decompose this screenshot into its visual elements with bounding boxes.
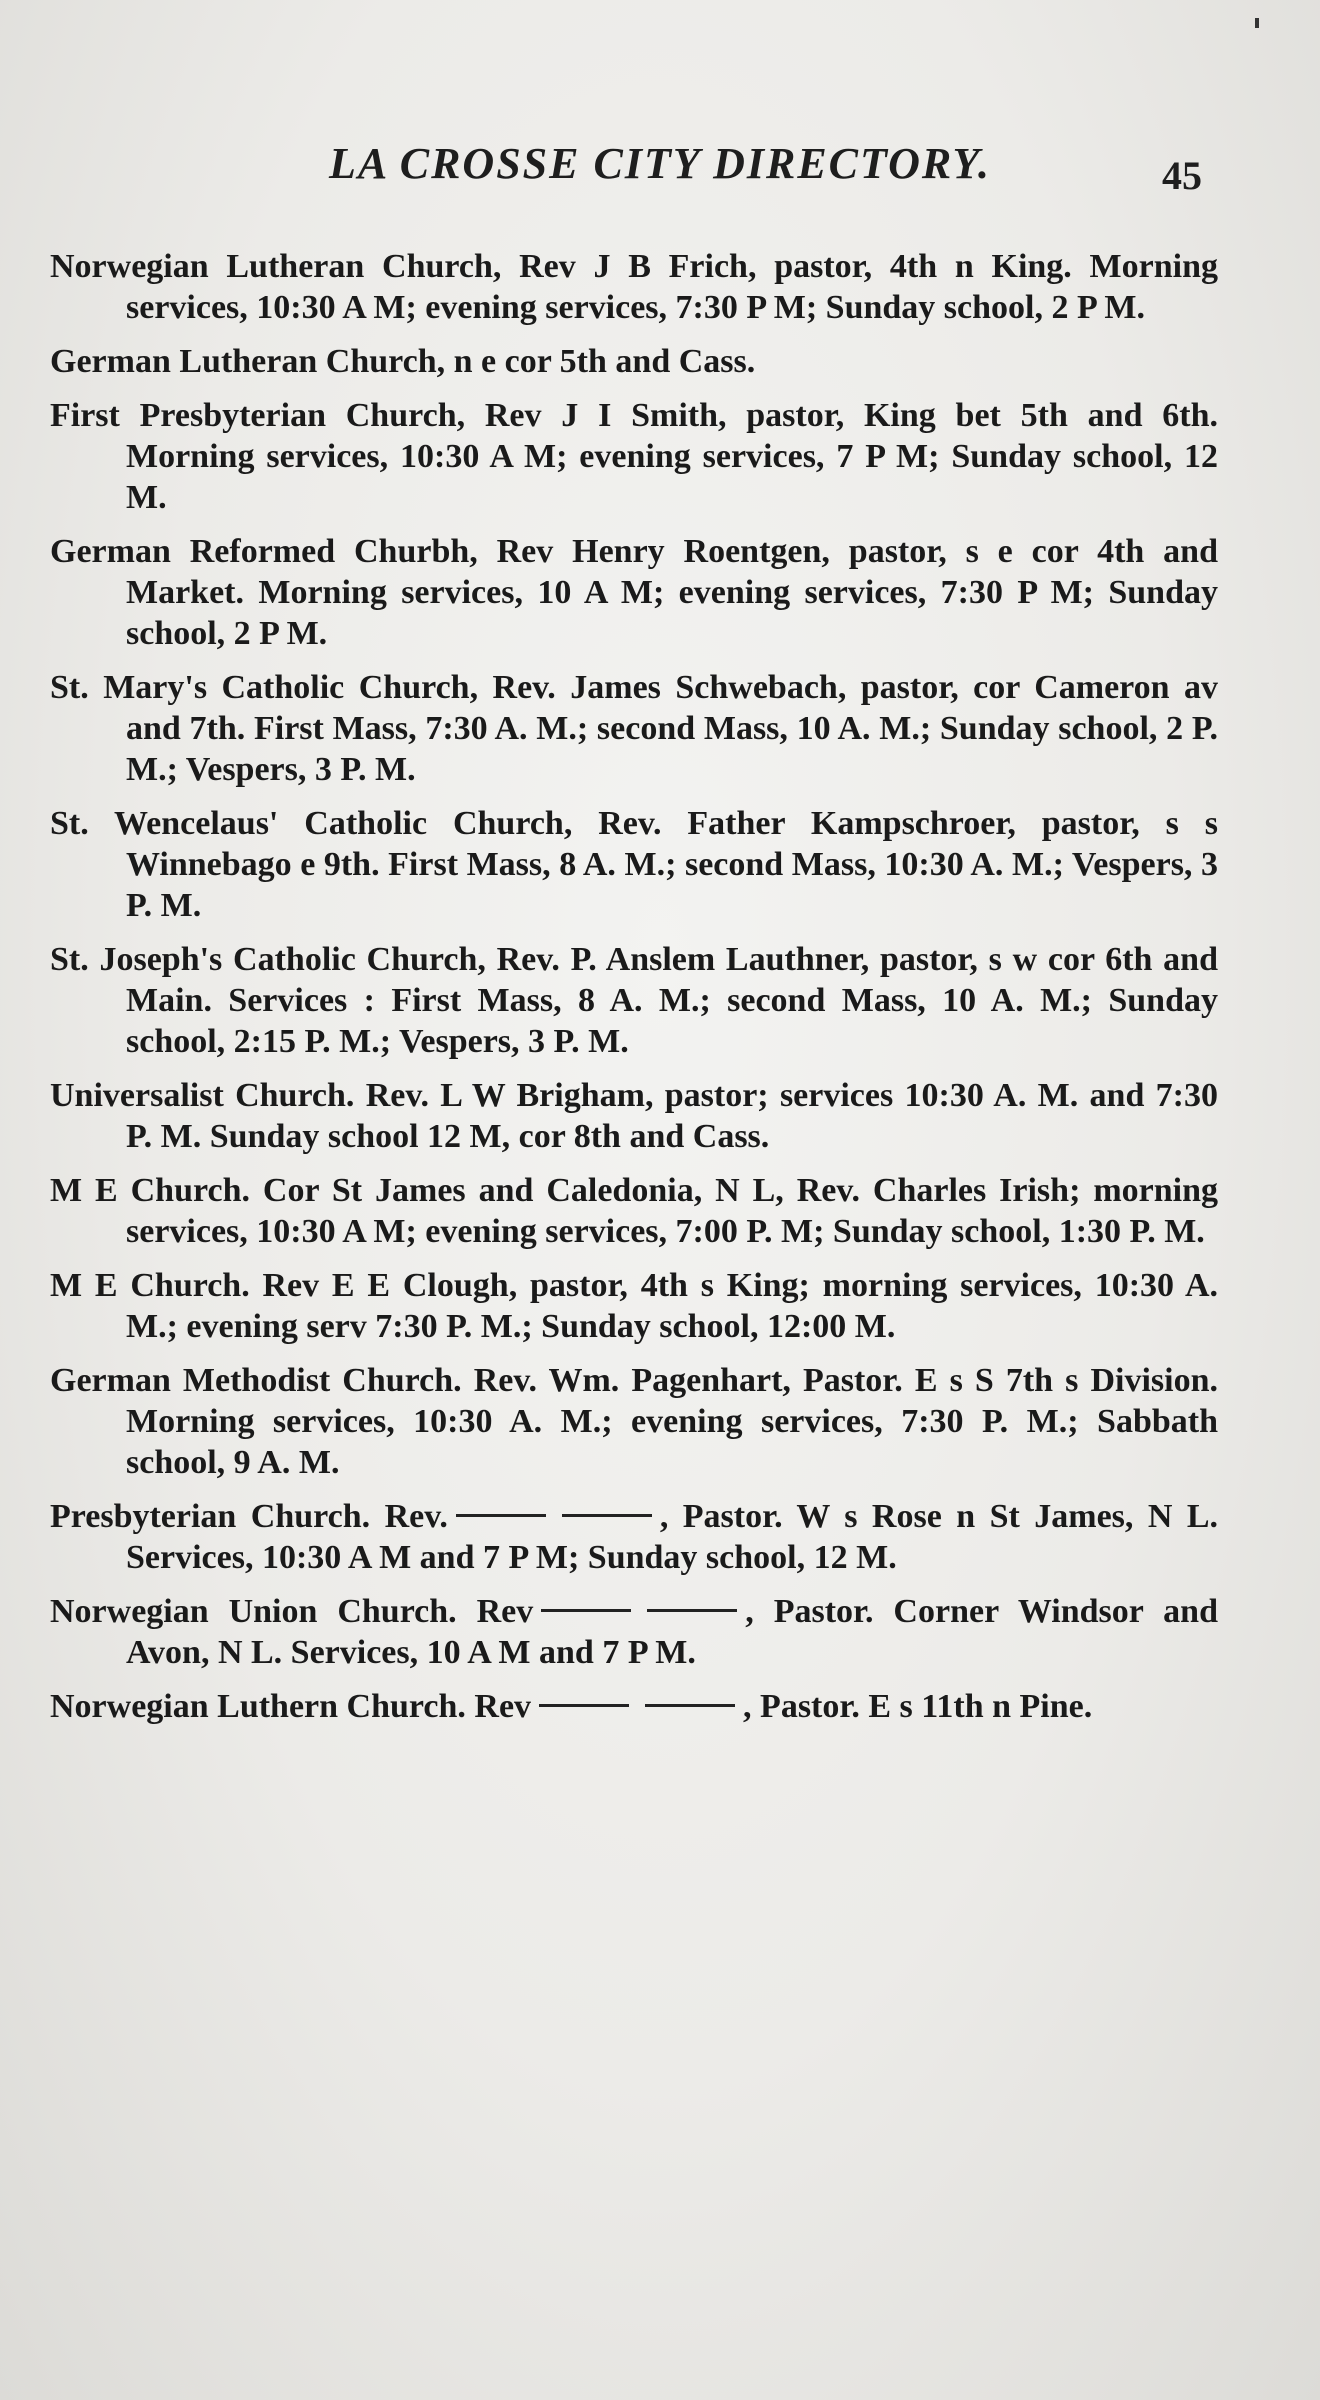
directory-entry xyxy=(50,1265,1218,1347)
directory-entry xyxy=(50,939,1218,1062)
church-listing xyxy=(50,246,1218,1740)
entry-text: German Methodist Church. Rev. Wm. Pagenhart, Pastor. E s S 7th s Division. Morning services, 10:30 A. M.; evening services, 7:30 P. M.; Sabbath school, 9 A. M. xyxy=(50,1362,1218,1481)
page-number: 45 xyxy=(1162,153,1202,198)
running-title: LA CROSSE CITY DIRECTORY. xyxy=(328,139,992,188)
entry-text: M E Church. Rev E E Clough, pastor, 4th s King; morning services, 10:30 A. M.; evening serv 7:30 P. M.; Sunday school, 12:00 M. xyxy=(50,1267,1218,1345)
scan-speck xyxy=(1255,18,1259,28)
entry-text: St. Wencelaus' Catholic Church, Rev. Father Kampschroer, pastor, s s Winnebago e 9th. First Mass, 8 A. M.; second Mass, 10:30 A. M.; Vespers, 3 P. M. xyxy=(50,805,1218,924)
directory-entry xyxy=(50,1360,1218,1483)
directory-entry xyxy=(50,803,1218,926)
directory-entry xyxy=(50,1170,1218,1252)
name-blank-line xyxy=(645,1704,735,1707)
directory-entry xyxy=(50,395,1218,518)
directory-entry xyxy=(50,1686,1218,1727)
directory-entry xyxy=(50,531,1218,654)
directory-entry xyxy=(50,1591,1218,1673)
name-blank-line xyxy=(541,1609,631,1612)
name-blank-line xyxy=(456,1514,546,1517)
name-blank-line xyxy=(562,1514,652,1517)
entry-text: German Reformed Churbh, Rev Henry Roentgen, pastor, s e cor 4th and Market. Morning services, 10 A M; evening services, 7:30 P M; Sunday school, 2 P M. xyxy=(50,533,1218,652)
entry-text-after-blank: , Pastor. E s 11th n Pine. xyxy=(743,1688,1093,1725)
name-blank-line xyxy=(647,1609,737,1612)
entry-text: St. Mary's Catholic Church, Rev. James Schwebach, pastor, cor Cameron av and 7th. First Mass, 7:30 A. M.; second Mass, 10 A. M.; Sunday school, 2 P. M.; Vespers, 3 P. M. xyxy=(50,669,1218,788)
entry-text: St. Joseph's Catholic Church, Rev. P. Anslem Lauthner, pastor, s w cor 6th and Main. Services : First Mass, 8 A. M.; second Mass, 10 A. M.; Sunday school, 2:15 P. M.; Vespers, 3 P. M. xyxy=(50,941,1218,1060)
entry-text: First Presbyterian Church, Rev J I Smith, pastor, King bet 5th and 6th. Morning services, 10:30 A M; evening services, 7 P M; Sunday school, 12 M. xyxy=(50,397,1218,516)
directory-entry xyxy=(50,667,1218,790)
entry-text: Norwegian Lutheran Church, Rev J B Frich, pastor, 4th n King. Morning services, 10:30 A M; evening services, 7:30 P M; Sunday school, 2 P M. xyxy=(50,248,1218,326)
entry-text-before-blank: Norwegian Union Church. Rev xyxy=(50,1593,534,1630)
entry-text: German Lutheran Church, n e cor 5th and Cass. xyxy=(50,343,756,380)
entry-text-after-blank: , Pastor. Corner Windsor and Avon, N L. Services, 10 A M and 7 P M. xyxy=(126,1593,1218,1671)
name-blank-line xyxy=(539,1704,629,1707)
page-header xyxy=(0,138,1320,198)
directory-entry xyxy=(50,341,1218,382)
entry-text-before-blank: Presbyterian Church. Rev. xyxy=(50,1498,448,1535)
entry-text-before-blank: Norwegian Luthern Church. Rev xyxy=(50,1688,532,1725)
directory-entry xyxy=(50,1496,1218,1578)
entry-text: Universalist Church. Rev. L W Brigham, pastor; services 10:30 A. M. and 7:30 P. M. Sunday school 12 M, cor 8th and Cass. xyxy=(50,1077,1218,1155)
entry-text-after-blank: , Pastor. W s Rose n St James, N L. Services, 10:30 A M and 7 P M; Sunday school, 12 M. xyxy=(126,1498,1219,1576)
directory-entry xyxy=(50,246,1218,328)
directory-entry xyxy=(50,1075,1218,1157)
entry-text: M E Church. Cor St James and Caledonia, N L, Rev. Charles Irish; morning services, 10:30 A M; evening services, 7:00 P. M; Sunday school, 1:30 P. M. xyxy=(50,1172,1218,1250)
